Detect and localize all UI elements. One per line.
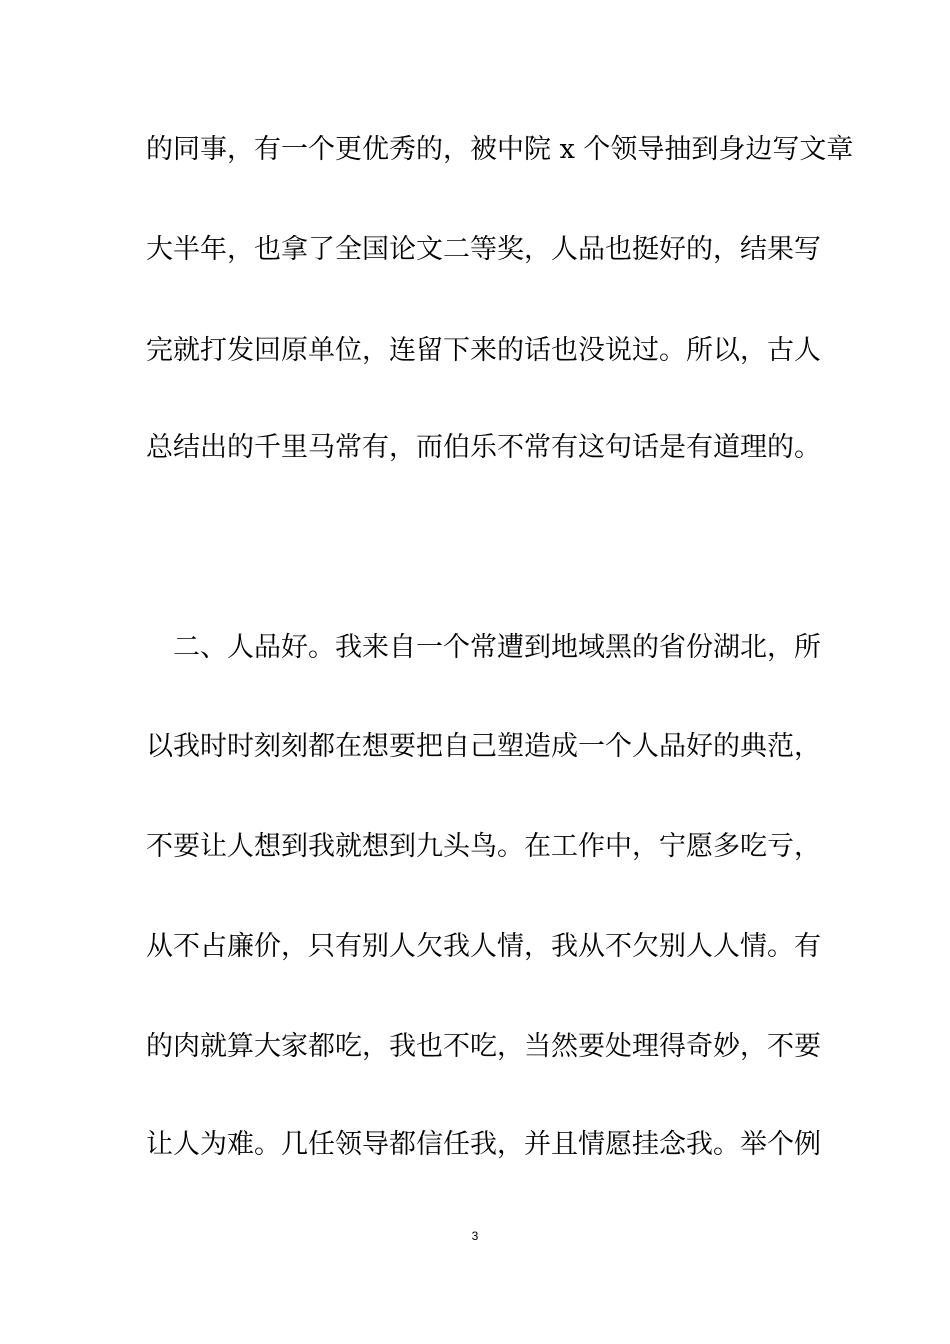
text-line: 不要让人想到我就想到九头鸟。在工作中，宁愿多吃亏，: [146, 831, 821, 862]
text-line: 从不占廉价，只有别人欠我人情，我从不欠别人人情。有: [146, 931, 821, 962]
text-line: 让人为难。几任领导都信任我，并且情愿挂念我。举个例: [146, 1129, 821, 1160]
text-line: 的同事，有一个更优秀的，被中院 x 个领导抽到身边写文章: [146, 134, 854, 165]
text-line: 以我时时刻刻都在想要把自己塑造成一个人品好的典范，: [146, 731, 821, 762]
text-line: 总结出的千里马常有，而伯乐不常有这句话是有道理的。: [146, 432, 821, 463]
text-line: 二、人品好。我来自一个常遭到地域黑的省份湖北，所: [146, 632, 821, 663]
text-line: 完就打发回原单位，连留下来的话也没说过。所以，古人: [146, 335, 821, 366]
text-line: 的肉就算大家都吃，我也不吃，当然要处理得奇妙，不要: [146, 1031, 821, 1062]
text-line: 大半年，也拿了全国论文二等奖，人品也挺好的，结果写: [146, 234, 821, 265]
page-number: 3: [471, 1229, 479, 1243]
